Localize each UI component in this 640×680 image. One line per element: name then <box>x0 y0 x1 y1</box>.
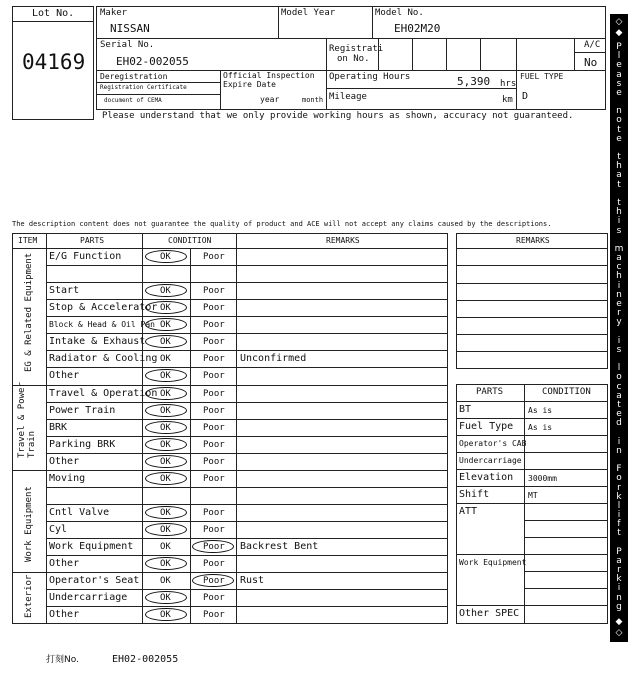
remark-text: Rust <box>240 575 265 586</box>
operating-hours-label: Operating Hours <box>329 72 411 82</box>
poor-option: Poor <box>203 337 225 347</box>
ok-option: OK <box>160 474 171 484</box>
ok-selected-mark <box>145 591 187 604</box>
fuel-type-label: FUEL TYPE <box>520 72 564 81</box>
inspection-label: Official Inspection <box>223 71 315 80</box>
ok-option: OK <box>160 337 171 347</box>
right-remarks-header: REMARKS <box>516 236 550 245</box>
lot-label: Lot No. <box>32 8 75 19</box>
serial-label: Serial No. <box>100 40 155 50</box>
model-no-label: Model No. <box>375 8 424 18</box>
ok-option: OK <box>160 354 171 364</box>
ok-selected-mark <box>145 404 187 417</box>
poor-option: Poor <box>203 371 225 381</box>
part-name: Intake & Exhaust <box>49 336 146 347</box>
right-condition-header: CONDITION <box>542 387 591 397</box>
poor-option: Poor <box>203 320 225 330</box>
poor-option: Poor <box>203 286 225 296</box>
location-notice-strip: ◇ ◆ P l e a s e n o t e t h a t t h i s m a c h i n e r y i s l o c a t e d i n F o r k l i f t P a r k i n g ◆ ◇ <box>610 14 628 642</box>
spec-condition: MT <box>528 491 538 500</box>
maker-label: Maker <box>100 8 128 18</box>
part-name: Other <box>49 370 80 381</box>
ok-option: OK <box>160 303 171 313</box>
ac-label: A/C <box>584 40 601 50</box>
poor-option: Poor <box>203 559 225 569</box>
poor-option: Poor <box>203 542 225 552</box>
stamp-value: EH02-002055 <box>112 654 179 665</box>
ok-selected-mark <box>145 608 187 621</box>
part-name: Radiator & Cooling <box>49 353 158 364</box>
ok-option: OK <box>160 423 171 433</box>
part-name: Block & Head & Oil Pan <box>49 320 155 329</box>
part-name: Parking BRK <box>49 439 116 450</box>
serial-value: EH02-002055 <box>116 55 189 68</box>
spec-part: Shift <box>459 489 490 500</box>
spec-part: ATT <box>459 506 478 517</box>
ac-value: No <box>584 56 598 69</box>
ok-selected-mark <box>145 250 187 263</box>
col-parts-header: PARTS <box>80 236 105 245</box>
poor-option: Poor <box>203 593 225 603</box>
working-hours-notice: Please understand that we only provide working hours as shown, accuracy not guaranteed. <box>102 111 574 121</box>
group-label-work: Work Equipment <box>24 486 34 562</box>
ok-option: OK <box>160 371 171 381</box>
ok-option: OK <box>160 286 171 296</box>
fuel-type-value: D <box>522 91 529 102</box>
spec-part: Elevation <box>459 472 514 483</box>
maker-value: NISSAN <box>110 22 150 35</box>
part-name: Work Equipment <box>49 541 134 552</box>
ok-selected-mark <box>145 506 187 519</box>
col-condition-header: CONDITION <box>168 236 212 245</box>
poor-option: Poor <box>203 406 225 416</box>
deregistration-label: Deregistration <box>100 72 168 81</box>
mileage-label: Mileage <box>329 92 367 102</box>
group-label-travel: Travel & Power <box>17 382 27 458</box>
ok-selected-mark <box>145 472 187 485</box>
ok-selected-mark <box>145 318 187 331</box>
poor-option: Poor <box>203 508 225 518</box>
ok-selected-mark <box>145 284 187 297</box>
part-name: Cyl <box>49 524 68 535</box>
hrs-unit: hrs <box>500 79 517 89</box>
poor-option: Poor <box>203 525 225 535</box>
month-label: month <box>302 96 324 104</box>
poor-option: Poor <box>203 389 225 399</box>
registration-certificate-label: Registration Certificate <box>100 84 187 91</box>
part-name: E/G Function <box>49 251 122 262</box>
poor-option: Poor <box>203 303 225 313</box>
registration-label-2: on No. <box>337 54 370 64</box>
ok-selected-mark <box>145 369 187 382</box>
km-unit: km <box>502 95 513 105</box>
registration-label: Registrati <box>329 44 384 54</box>
group-label-eg: EG & Related Equipment <box>24 252 34 372</box>
col-item-header: ITEM <box>18 236 38 245</box>
diamond-bottom-icon: ◇ <box>615 628 623 638</box>
group-label-exterior: Exterior <box>24 574 34 618</box>
stamp-label: 打刻No. <box>46 655 79 665</box>
spec-part: Work Equipment <box>459 558 527 567</box>
model-no-value: EH02M20 <box>394 22 441 35</box>
cema-label: document of CEMA <box>104 97 162 104</box>
right-parts-header: PARTS <box>476 387 504 397</box>
model-year-label: Model Year <box>281 8 336 18</box>
ok-selected-mark <box>145 523 187 536</box>
ok-selected-mark <box>145 335 187 348</box>
part-name: BRK <box>49 422 68 433</box>
ok-option: OK <box>160 440 171 450</box>
ok-option: OK <box>160 508 171 518</box>
part-name: Other <box>49 558 80 569</box>
remark-text: Backrest Bent <box>240 541 319 552</box>
poor-selected-mark <box>192 540 234 553</box>
spec-part: BT <box>459 404 472 415</box>
ok-selected-mark <box>145 438 187 451</box>
ok-selected-mark <box>145 455 187 468</box>
part-name: Operator's Seat <box>49 575 140 586</box>
diamond-top-filled-icon: ◆ <box>615 28 623 38</box>
ok-option: OK <box>160 576 171 586</box>
poor-selected-mark <box>192 574 234 587</box>
ok-option: OK <box>160 457 171 467</box>
poor-option: Poor <box>203 252 225 262</box>
poor-option: Poor <box>203 576 225 586</box>
lot-number: 04169 <box>22 50 86 74</box>
diamond-bottom-filled-icon: ◆ <box>615 617 623 627</box>
ok-selected-mark <box>145 387 187 400</box>
spec-condition: As is <box>528 406 553 415</box>
part-name: Power Train <box>49 405 116 416</box>
ok-option: OK <box>160 559 171 569</box>
poor-option: Poor <box>203 610 225 620</box>
group-label-travel-2: Train <box>27 430 37 458</box>
spec-condition: As is <box>528 423 553 432</box>
part-name: Other <box>49 456 80 467</box>
disclaimer-text: The description content does not guarantee the quality of product and ACE will not accept any claims caused by the descriptions. <box>12 220 552 228</box>
spec-part: Other SPEC <box>459 608 520 619</box>
remark-text: Unconfirmed <box>240 353 307 364</box>
poor-option: Poor <box>203 457 225 467</box>
ok-option: OK <box>160 610 171 620</box>
ok-option: OK <box>160 389 171 399</box>
diamond-top-icon: ◇ <box>615 17 623 27</box>
part-name: Stop & Accelerator <box>49 302 158 313</box>
poor-option: Poor <box>203 474 225 484</box>
part-name: Undercarriage <box>49 592 128 603</box>
operating-hours-value: 5,390 <box>457 75 491 88</box>
ok-selected-mark <box>145 557 187 570</box>
spec-part: Undercarriage <box>459 456 522 465</box>
year-label: year <box>260 95 280 104</box>
part-name: Cntl Valve <box>49 507 110 518</box>
poor-option: Poor <box>203 423 225 433</box>
part-name: Moving <box>49 473 86 484</box>
ok-option: OK <box>160 525 171 535</box>
poor-option: Poor <box>203 354 225 364</box>
ok-selected-mark <box>145 421 187 434</box>
ok-option: OK <box>160 542 171 552</box>
spec-condition: 3000mm <box>528 474 557 483</box>
ok-selected-mark <box>145 301 187 314</box>
spec-part: Fuel Type <box>459 421 514 432</box>
part-name: Other <box>49 609 80 620</box>
ok-option: OK <box>160 593 171 603</box>
ok-option: OK <box>160 320 171 330</box>
ok-option: OK <box>160 406 171 416</box>
inspection-label-2: Expire Date <box>223 80 276 89</box>
poor-option: Poor <box>203 440 225 450</box>
spec-part: Operator's CAB <box>459 439 527 448</box>
part-name: Start <box>49 285 80 296</box>
ok-option: OK <box>160 252 171 262</box>
part-name: Travel & Operation <box>49 388 158 399</box>
col-remarks-header: REMARKS <box>326 236 360 245</box>
